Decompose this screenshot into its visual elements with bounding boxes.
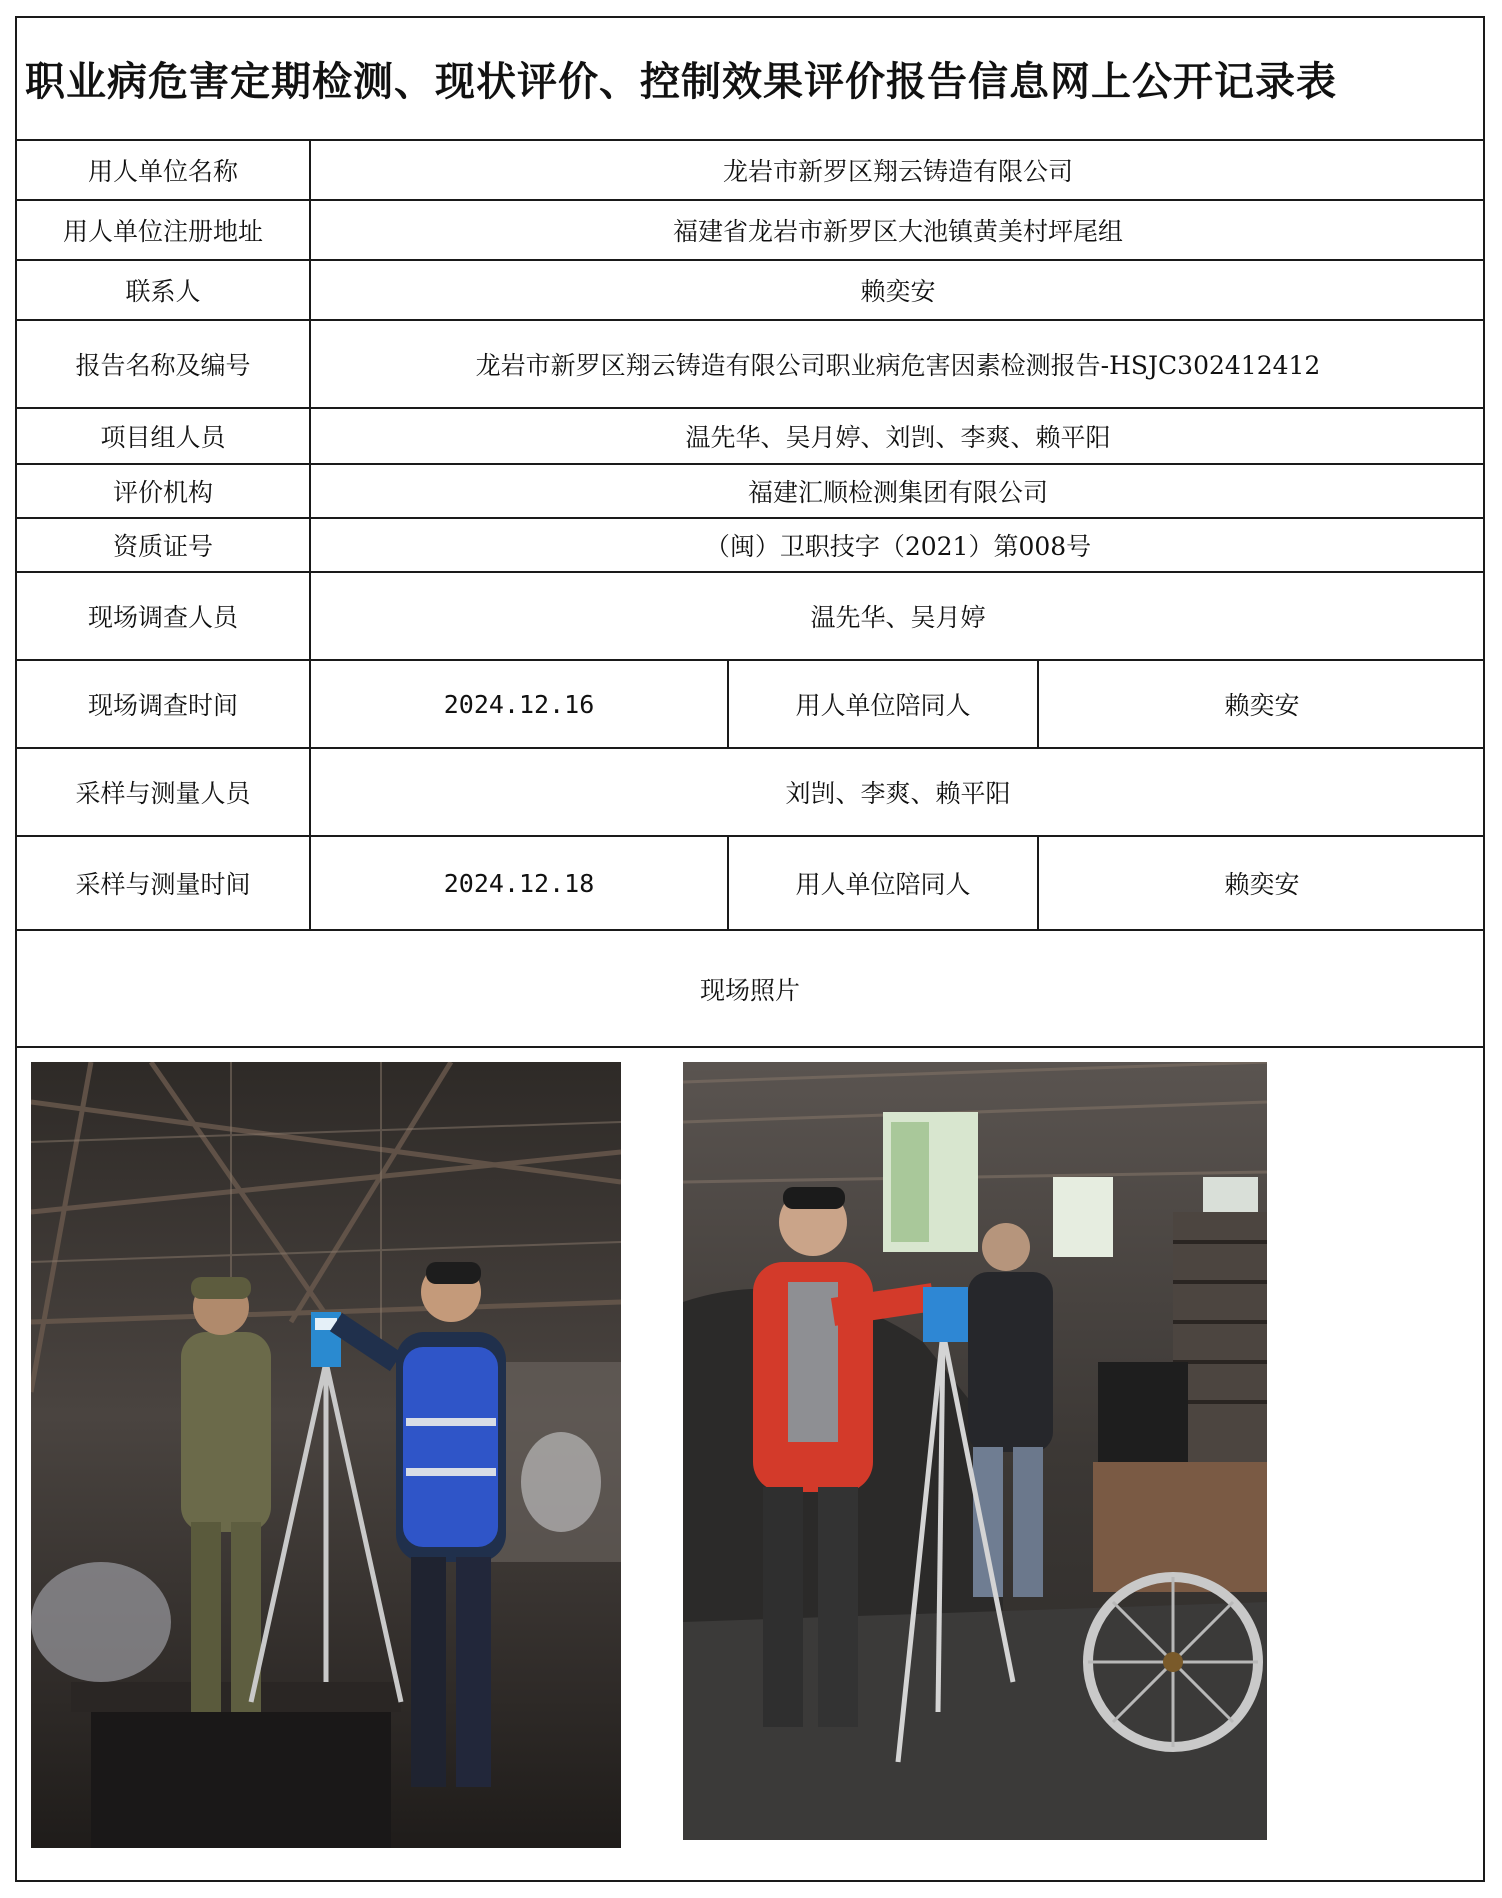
value-report: 龙岩市新罗区翔云铸造有限公司职业病危害因素检测报告-HSJC302412412 [309, 321, 1485, 407]
label-sampling-time: 采样与测量时间 [75, 870, 251, 899]
value-agency: 福建汇顺检测集团有限公司 [309, 465, 1485, 517]
value-employer-name: 龙岩市新罗区翔云铸造有限公司 [309, 141, 1485, 199]
site-photo-1-image [31, 1062, 621, 1848]
row-employer-address [17, 201, 1483, 261]
label-certificate: 资质证号 [112, 532, 213, 561]
value-survey-time: 2024.12.16 [309, 661, 727, 747]
site-photo-1 [31, 1062, 621, 1848]
value-survey-staff: 温先华、吴月婷 [309, 573, 1485, 659]
row-sampling-staff [17, 749, 1483, 837]
value-project-team: 温先华、吴月婷、刘剀、李爽、赖平阳 [309, 409, 1485, 463]
row-photos-header [17, 931, 1483, 1048]
row-sampling-time [17, 837, 1483, 931]
site-photo-2-image [683, 1062, 1267, 1840]
row-project-team [17, 409, 1483, 465]
value-employer-address: 福建省龙岩市新罗区大池镇黄美村坪尾组 [309, 201, 1485, 259]
label-report: 报告名称及编号 [75, 351, 251, 380]
row-certificate [17, 519, 1483, 573]
value-contact: 赖奕安 [309, 261, 1485, 319]
photos-header: 现场照片 [699, 975, 800, 1005]
label-contact: 联系人 [125, 277, 201, 306]
label-sampling-staff: 采样与测量人员 [75, 779, 251, 808]
value-certificate: （闽）卫职技字（2021）第008号 [309, 519, 1485, 571]
row-contact [17, 261, 1483, 321]
label-survey-staff: 现场调查人员 [87, 603, 238, 632]
row-agency [17, 465, 1483, 519]
label-employer-name: 用人单位名称 [87, 157, 238, 186]
row-report [17, 321, 1483, 409]
label-survey-escort: 用人单位陪同人 [727, 661, 1037, 747]
photos-area [17, 1048, 1483, 1882]
value-sampling-escort: 赖奕安 [1037, 837, 1485, 929]
row-survey-time [17, 661, 1483, 749]
label-sampling-escort: 用人单位陪同人 [727, 837, 1037, 929]
value-sampling-staff: 刘剀、李爽、赖平阳 [309, 749, 1485, 835]
row-employer-name [17, 141, 1483, 201]
label-project-team: 项目组人员 [100, 423, 226, 452]
site-photo-2 [683, 1062, 1267, 1840]
value-sampling-time: 2024.12.18 [309, 837, 727, 929]
page-title: 职业病危害定期检测、现状评价、控制效果评价报告信息网上公开记录表 [17, 18, 1483, 141]
label-survey-time: 现场调查时间 [87, 691, 238, 720]
label-employer-address: 用人单位注册地址 [62, 217, 263, 246]
label-agency: 评价机构 [112, 478, 213, 507]
record-form [15, 16, 1485, 1882]
row-survey-staff [17, 573, 1483, 661]
value-survey-escort: 赖奕安 [1037, 661, 1485, 747]
